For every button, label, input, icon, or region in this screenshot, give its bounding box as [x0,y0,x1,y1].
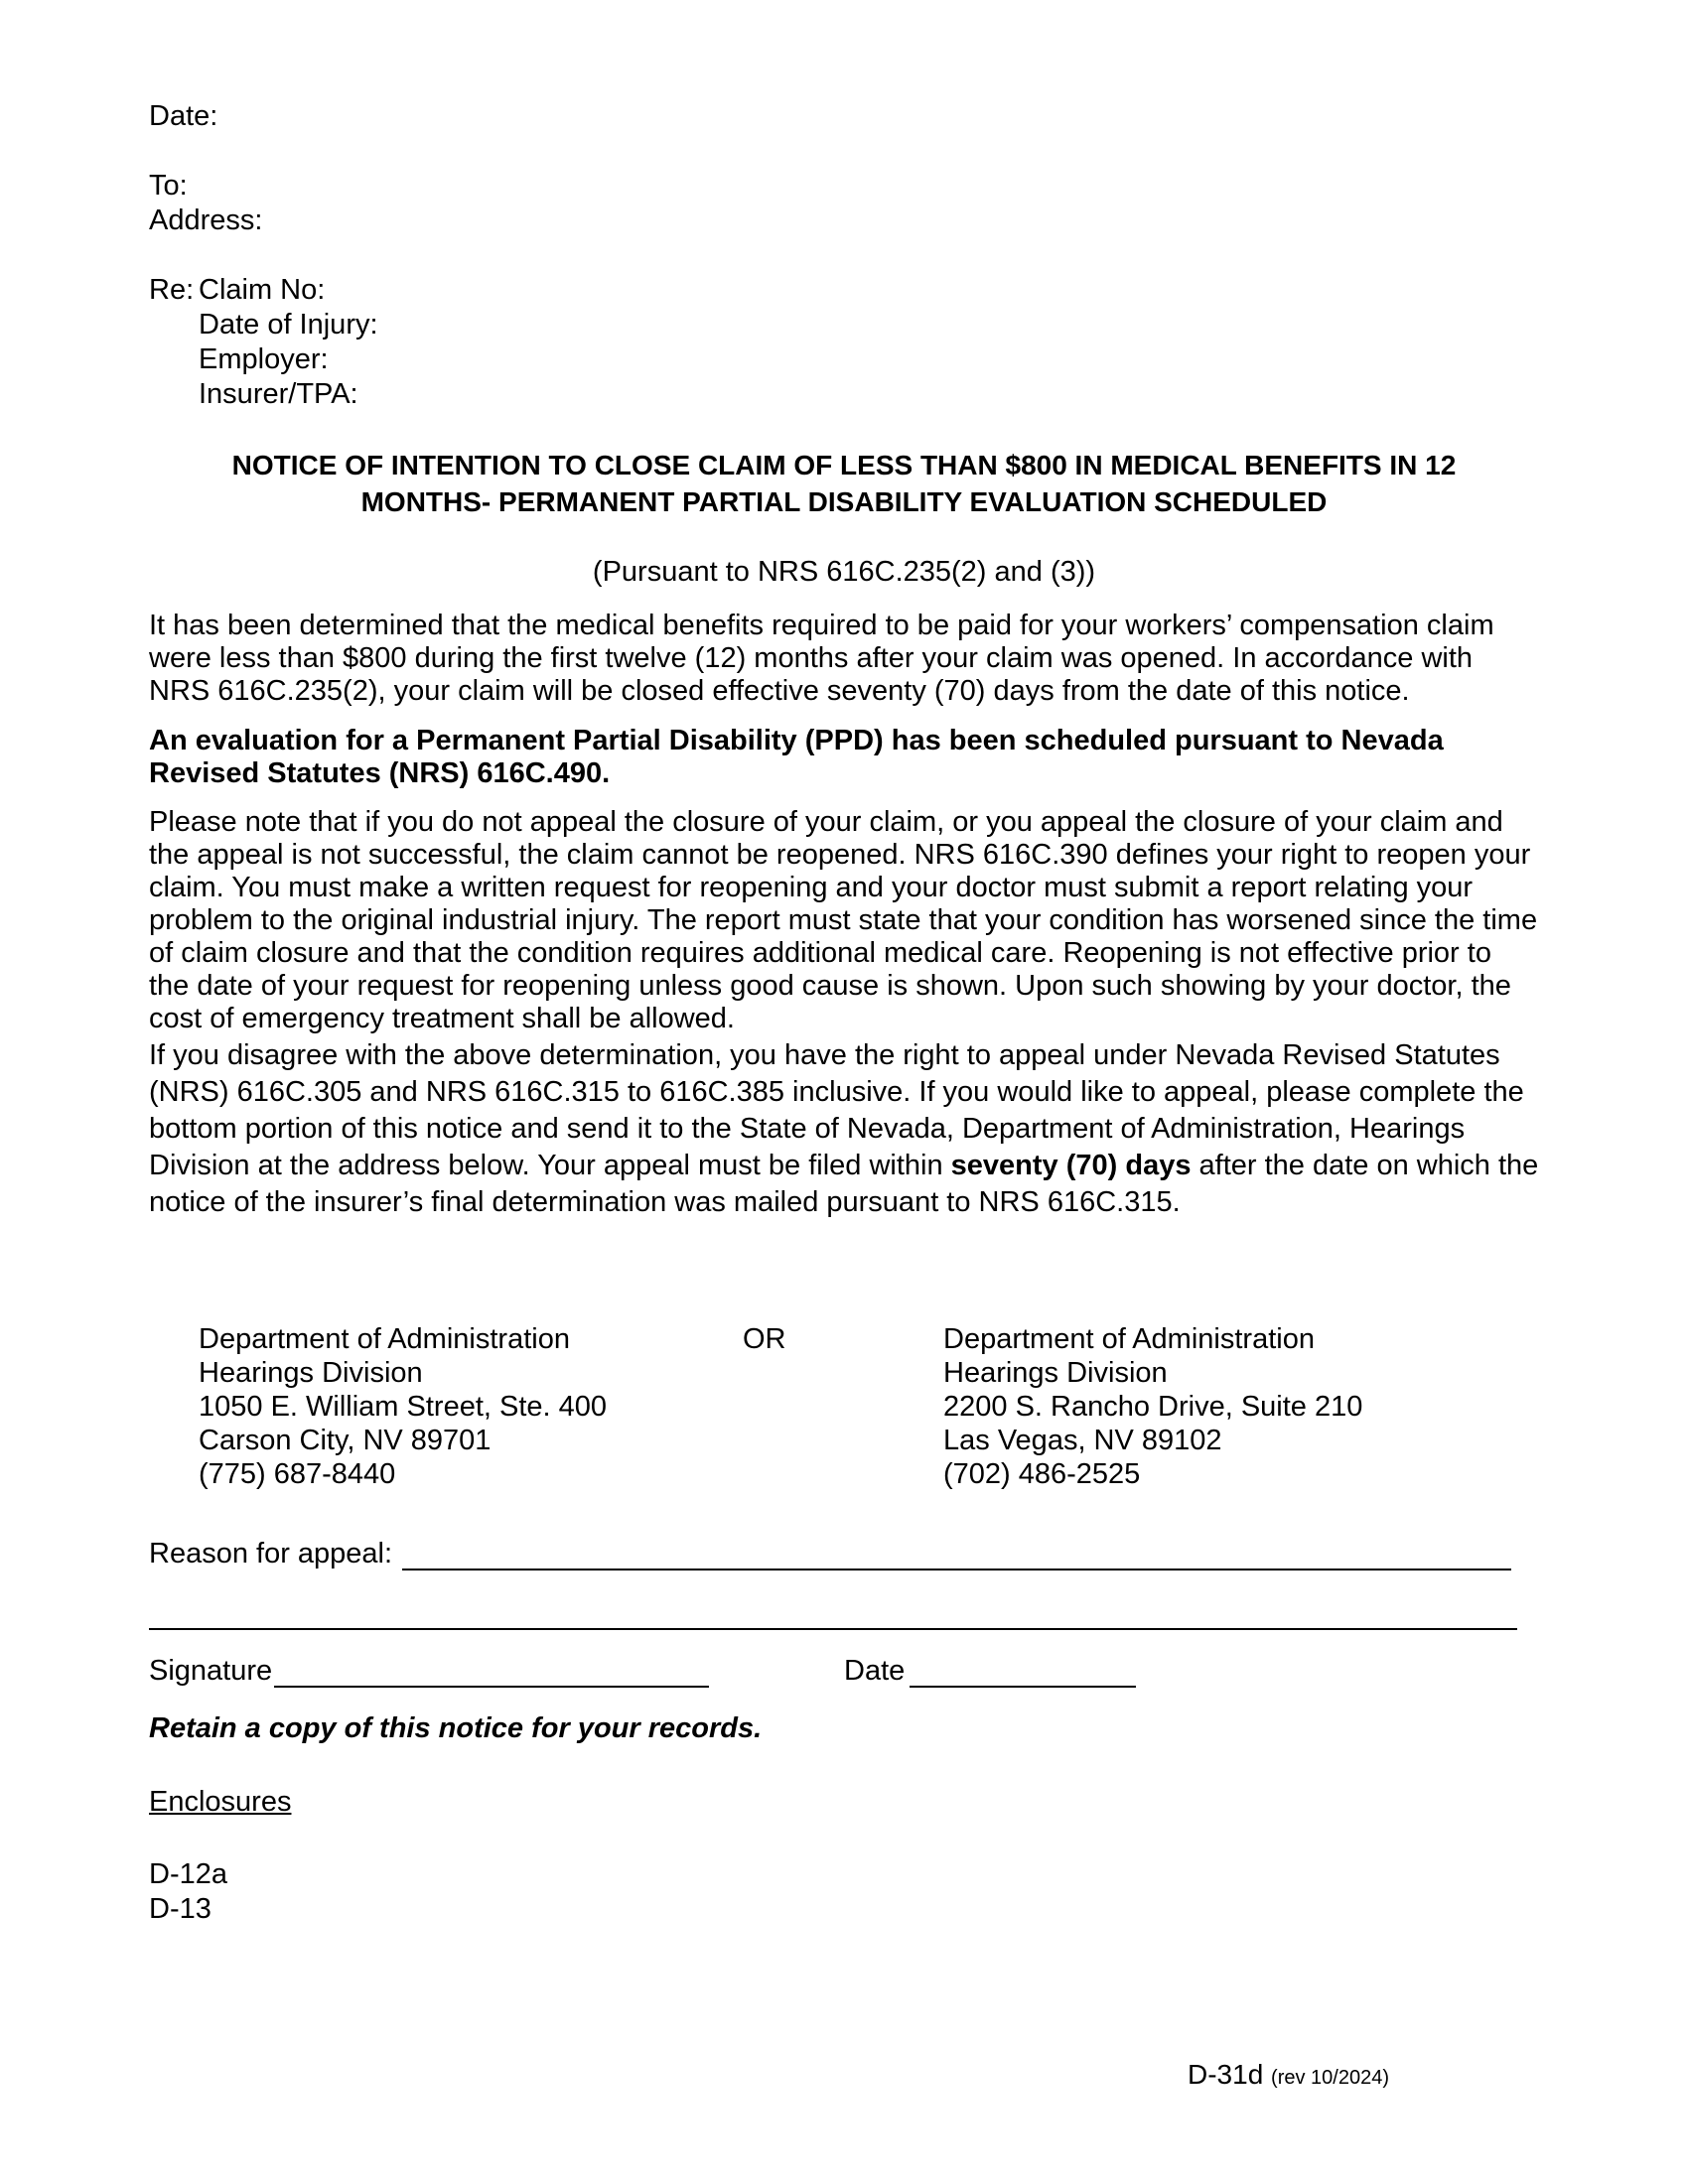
form-id: D-31d [1188,2059,1264,2090]
appeal-text-a: If you disagree with the above determination, you have the right to appeal under Nevada Revised Statutes (NRS) 616C.305 and NRS 616C.315 to 616C.385 inclusive. If you would like to appeal, please complete the bottom portion of this notice and send it to the State of Nevada, Department of Administration, Hearings Division at the address below. Your appeal must be filed within [149,1039,1524,1181]
notice-title-line-2: MONTHS- PERMANENT PARTIAL DISABILITY EVALUATION SCHEDULED [360,486,1328,517]
carson-line-2: Hearings Division [199,1357,423,1389]
appeal-text-b: after the date on which the notice of the insurer’s final determination was mailed pursuant to NRS 616C.315. [149,1150,1539,1218]
vegas-line-3: 2200 S. Rancho Drive, Suite 210 [943,1391,1363,1423]
las-vegas-address [943,1322,1362,1491]
date-of-injury-label: Date of Injury: [199,309,378,341]
ppd-evaluation-paragraph: An evaluation for a Permanent Partial Disability (PPD) has been scheduled pursuant to Nevada Revised Statutes (NRS) 616C.490. [149,725,1444,789]
carson-line-1: Department of Administration [199,1323,570,1355]
reopening-paragraph: Please note that if you do not appeal the closure of your claim, or you appeal the closure of your claim and the appeal is not successful, the claim cannot be reopened. NRS 616C.390 defines your right to reopen your claim. You must make a written request for reopening and your doctor must submit a report relating your problem to the original industrial injury. The report must state that your condition has worsened since the time of claim closure and that the condition requires additional medical care. Reopening is not effective prior to the date of your request for reopening unless good cause is shown. Upon such showing by your doctor, the cost of emergency treatment shall be allowed. [149,806,1538,1034]
reason-for-appeal-label: Reason for appeal: [149,1538,393,1570]
determination-paragraph: It has been determined that the medical benefits required to be paid for your workers’ compensation claim were less than $800 during the first twelve (12) months after your claim was opened. In accordance with NRS 616C.235(2), your claim will be closed effective seventy (70) days from the date of this notice. [149,610,1494,707]
retain-copy-note: Retain a copy of this notice for your records. [149,1712,763,1744]
re-label: Re: [149,274,195,306]
reason-for-appeal-line-1[interactable] [402,1569,1511,1570]
enclosures-heading: Enclosures [149,1786,292,1818]
enclosure-item: D-13 [149,1893,211,1925]
carson-city-address [199,1322,607,1491]
carson-line-5: (775) 687-8440 [199,1458,396,1490]
date-label: Date: [149,100,218,132]
notice-title-line-1: NOTICE OF INTENTION TO CLOSE CLAIM OF LESS THAN $800 IN MEDICAL BENEFITS IN 12 [231,450,1457,480]
insurer-label: Insurer/TPA: [199,378,358,410]
signature-date-line[interactable] [910,1686,1136,1688]
carson-line-3: 1050 E. William Street, Ste. 400 [199,1391,608,1423]
vegas-line-2: Hearings Division [943,1357,1168,1389]
appeal-deadline: seventy (70) days [950,1150,1192,1181]
or-label: OR [743,1323,786,1355]
reason-for-appeal-line-2[interactable] [149,1628,1517,1630]
vegas-line-5: (702) 486-2525 [943,1458,1141,1490]
signature-line[interactable] [274,1686,709,1688]
address-label: Address: [149,205,263,236]
vegas-line-4: Las Vegas, NV 89102 [943,1425,1222,1456]
form-footer [1188,2059,1389,2091]
carson-line-4: Carson City, NV 89701 [199,1425,492,1456]
signature-label: Signature [149,1655,273,1687]
pursuant-statute: (Pursuant to NRS 616C.235(2) and (3)) [592,556,1096,588]
claim-no-label: Claim No: [199,274,326,306]
signature-date-label: Date [844,1655,906,1687]
appeal-rights-paragraph [149,1037,1539,1221]
vegas-line-1: Department of Administration [943,1323,1315,1355]
form-revision: (rev 10/2024) [1271,2067,1390,2089]
to-label: To: [149,170,188,202]
enclosure-item: D-12a [149,1858,227,1890]
employer-label: Employer: [199,343,329,375]
